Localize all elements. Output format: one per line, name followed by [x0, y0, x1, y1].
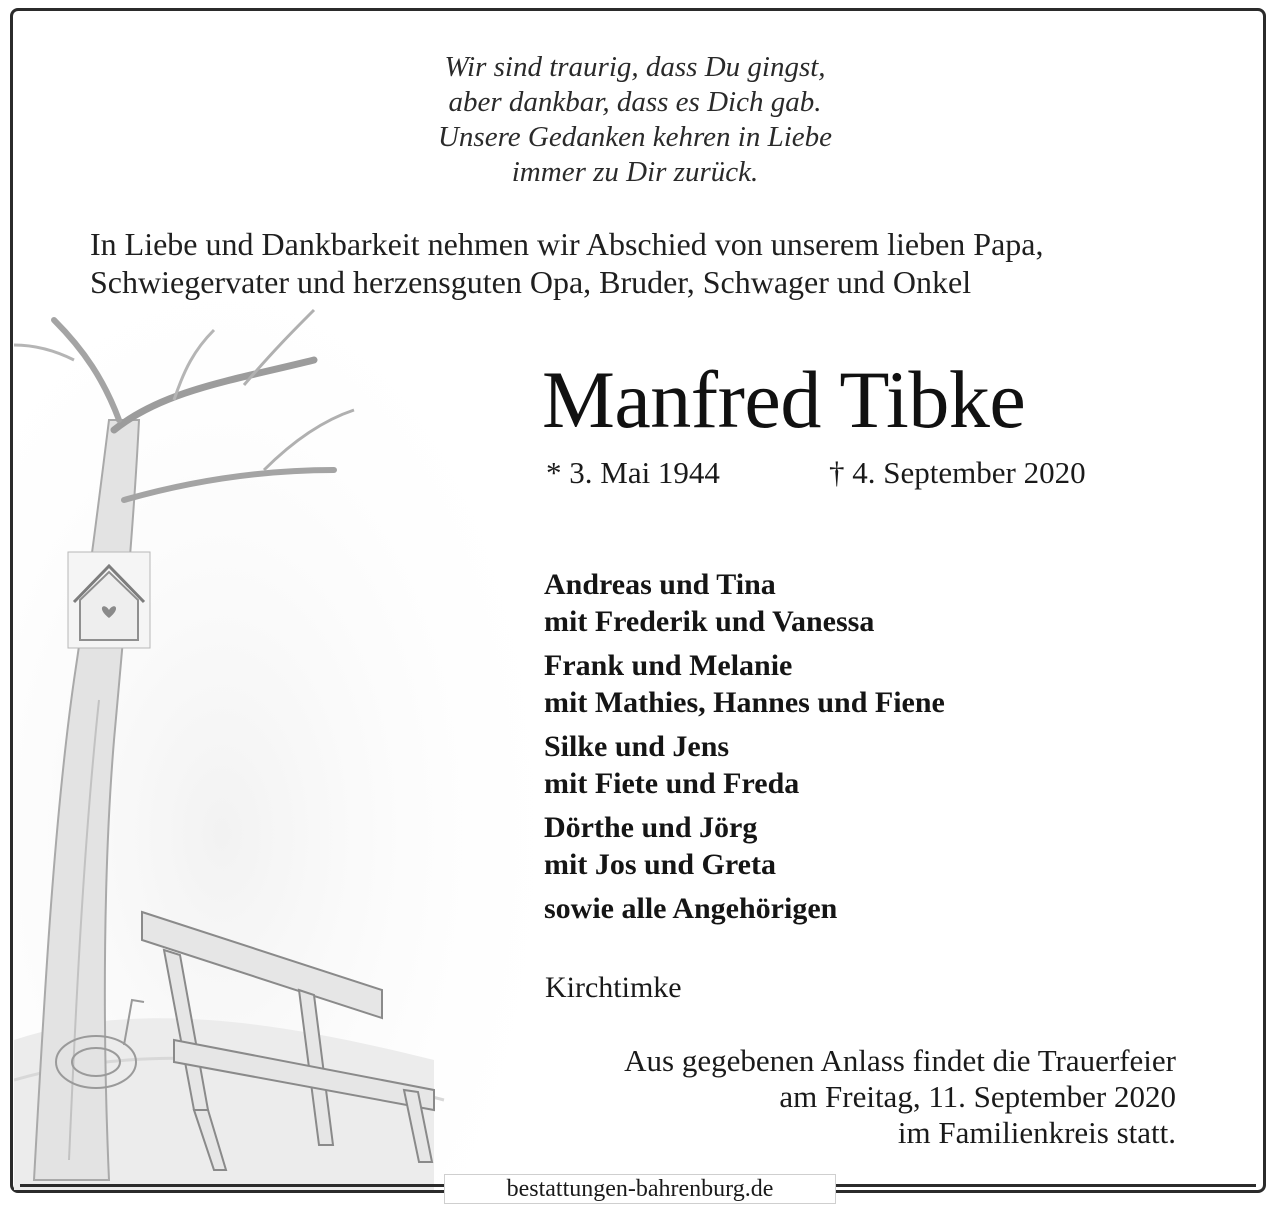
family-children: mit Frederik und Vanessa [544, 605, 875, 638]
poem-line: Wir sind traurig, dass Du gingst, [444, 51, 826, 83]
notice-line: am Freitag, 11. September 2020 [779, 1079, 1176, 1114]
mourner-family [544, 566, 1244, 640]
intro-line: In Liebe und Dankbarkeit nehmen wir Abschied von unserem lieben Papa, [90, 226, 1044, 262]
family-parents: Dörthe und Jörg [544, 811, 758, 844]
intro-text [90, 225, 1210, 301]
family-parents: Silke und Jens [544, 730, 730, 763]
birth-date: * 3. Mai 1944 [546, 455, 720, 490]
death-date: † 4. September 2020 [829, 455, 1086, 490]
family-children: mit Fiete und Freda [544, 767, 800, 800]
notice-line: im Familienkreis statt. [897, 1115, 1176, 1150]
mourner-family [544, 647, 1244, 721]
other-relatives: sowie alle Angehörigen [544, 892, 838, 925]
footer-website[interactable]: bestattungen-bahrenburg.de [444, 1174, 836, 1204]
mourners-list [544, 566, 1244, 927]
poem-line: aber dankbar, dass es Dich gab. [448, 86, 822, 118]
family-parents: Frank und Melanie [544, 649, 793, 682]
poem-line: Unsere Gedanken kehren in Liebe [437, 121, 833, 153]
funeral-notice [624, 1043, 1176, 1151]
family-parents: Andreas und Tina [544, 568, 776, 601]
notice-line: Aus gegebenen Anlass findet die Trauerfeier [624, 1043, 1176, 1078]
mourner-family [544, 809, 1244, 883]
place: Kirchtimke [545, 971, 682, 1004]
poem [0, 50, 1270, 190]
tree-bench-illustration [14, 300, 534, 1190]
poem-line: immer zu Dir zurück. [511, 156, 759, 188]
family-children: mit Jos und Greta [544, 848, 776, 881]
mourner-family [544, 728, 1244, 802]
deceased-name: Manfred Tibke [542, 354, 1026, 445]
intro-line: Schwiegervater und herzensguten Opa, Bruder, Schwager und Onkel [90, 264, 972, 300]
family-children: mit Mathies, Hannes und Fiene [544, 686, 945, 719]
birdhouse-icon [68, 552, 150, 648]
